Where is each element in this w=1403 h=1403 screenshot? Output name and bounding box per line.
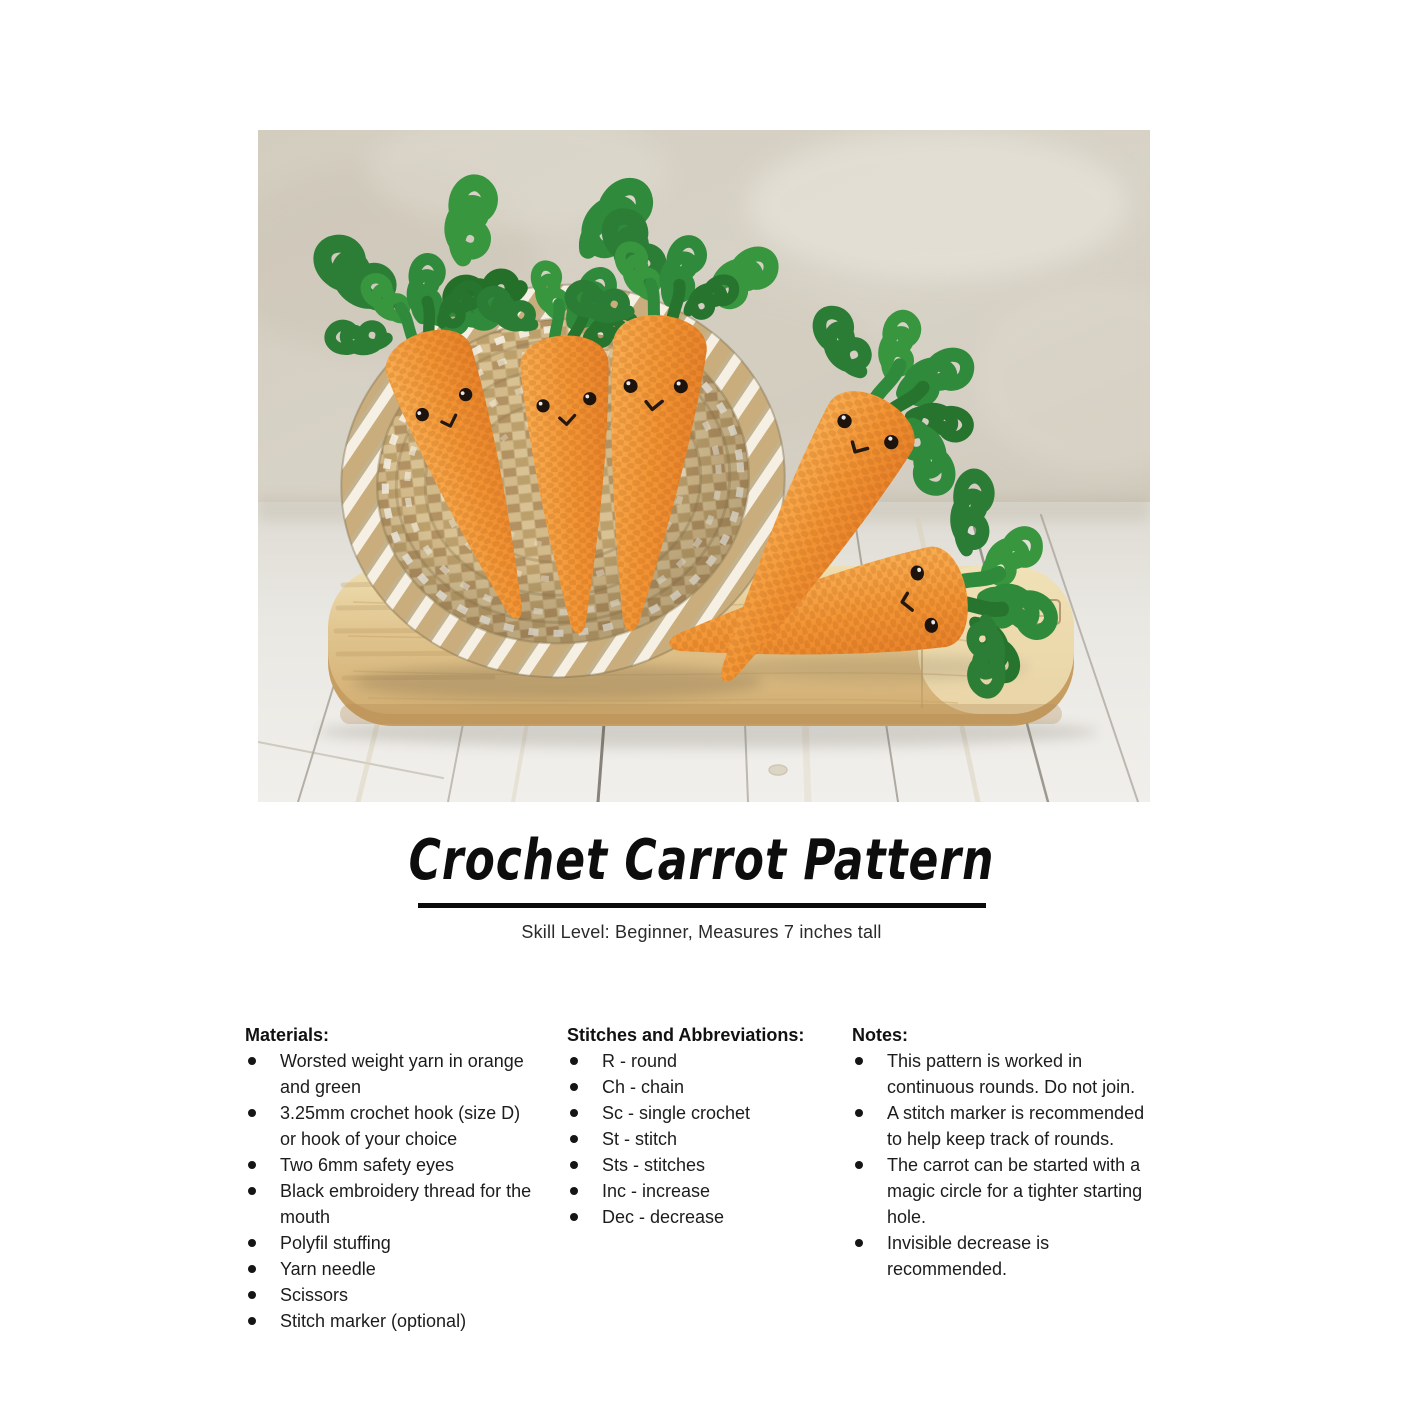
bullet-icon <box>570 1161 578 1169</box>
bullet-icon <box>570 1187 578 1195</box>
carrot-photo <box>258 130 1150 802</box>
photo-illustration <box>258 130 1150 802</box>
bullet-icon <box>248 1317 256 1325</box>
bullet-icon <box>248 1187 256 1195</box>
list-item: 3.25mm crochet hook (size D) or hook of your choice <box>245 1100 560 1152</box>
notes-heading: Notes: <box>852 1025 909 1045</box>
bullet-icon <box>248 1161 256 1169</box>
stitches-list <box>567 1048 842 1230</box>
list-item: Black embroidery thread for the mouth <box>245 1178 560 1230</box>
bullet-icon <box>570 1083 578 1091</box>
list-item: St - stitch <box>567 1126 842 1152</box>
stitches-heading: Stitches and Abbreviations: <box>567 1025 805 1045</box>
list-item: Polyfil stuffing <box>245 1230 560 1256</box>
notes-list <box>852 1048 1182 1282</box>
bullet-icon <box>570 1057 578 1065</box>
list-item: Sts - stitches <box>567 1152 842 1178</box>
skill-level-subtitle: Skill Level: Beginner, Measures 7 inches tall <box>521 922 882 942</box>
list-item: Invisible decrease is recommended. <box>852 1230 1182 1282</box>
list-item: This pattern is worked in continuous rounds. Do not join. <box>852 1048 1182 1100</box>
list-item: Stitch marker (optional) <box>245 1308 560 1334</box>
bullet-icon <box>570 1135 578 1143</box>
list-item: A stitch marker is recommended to help keep track of rounds. <box>852 1100 1182 1152</box>
bullet-icon <box>570 1213 578 1221</box>
list-item: Ch - chain <box>567 1074 842 1100</box>
list-item: Two 6mm safety eyes <box>245 1152 560 1178</box>
notes-column <box>852 1022 1182 1282</box>
list-item: The carrot can be started with a magic circle for a tighter starting hole. <box>852 1152 1182 1230</box>
bullet-icon <box>855 1109 863 1117</box>
materials-column <box>245 1022 560 1334</box>
title-underline <box>418 903 986 908</box>
stitches-column <box>567 1022 842 1230</box>
bullet-icon <box>248 1291 256 1299</box>
bullet-icon <box>248 1239 256 1247</box>
bullet-icon <box>855 1239 863 1247</box>
list-item: Dec - decrease <box>567 1204 842 1230</box>
bullet-icon <box>855 1161 863 1169</box>
bullet-icon <box>248 1109 256 1117</box>
list-item: Inc - increase <box>567 1178 842 1204</box>
list-item: Scissors <box>245 1282 560 1308</box>
list-item: Yarn needle <box>245 1256 560 1282</box>
title-block <box>0 827 1403 943</box>
bullet-icon <box>248 1265 256 1273</box>
list-item: R - round <box>567 1048 842 1074</box>
bullet-icon <box>248 1057 256 1065</box>
page-title: Crochet Carrot Pattern <box>408 827 995 893</box>
bullet-icon <box>855 1057 863 1065</box>
materials-heading: Materials: <box>245 1025 330 1045</box>
list-item: Worsted weight yarn in orange and green <box>245 1048 560 1100</box>
bullet-icon <box>570 1109 578 1117</box>
list-item: Sc - single crochet <box>567 1100 842 1126</box>
materials-list <box>245 1048 560 1334</box>
